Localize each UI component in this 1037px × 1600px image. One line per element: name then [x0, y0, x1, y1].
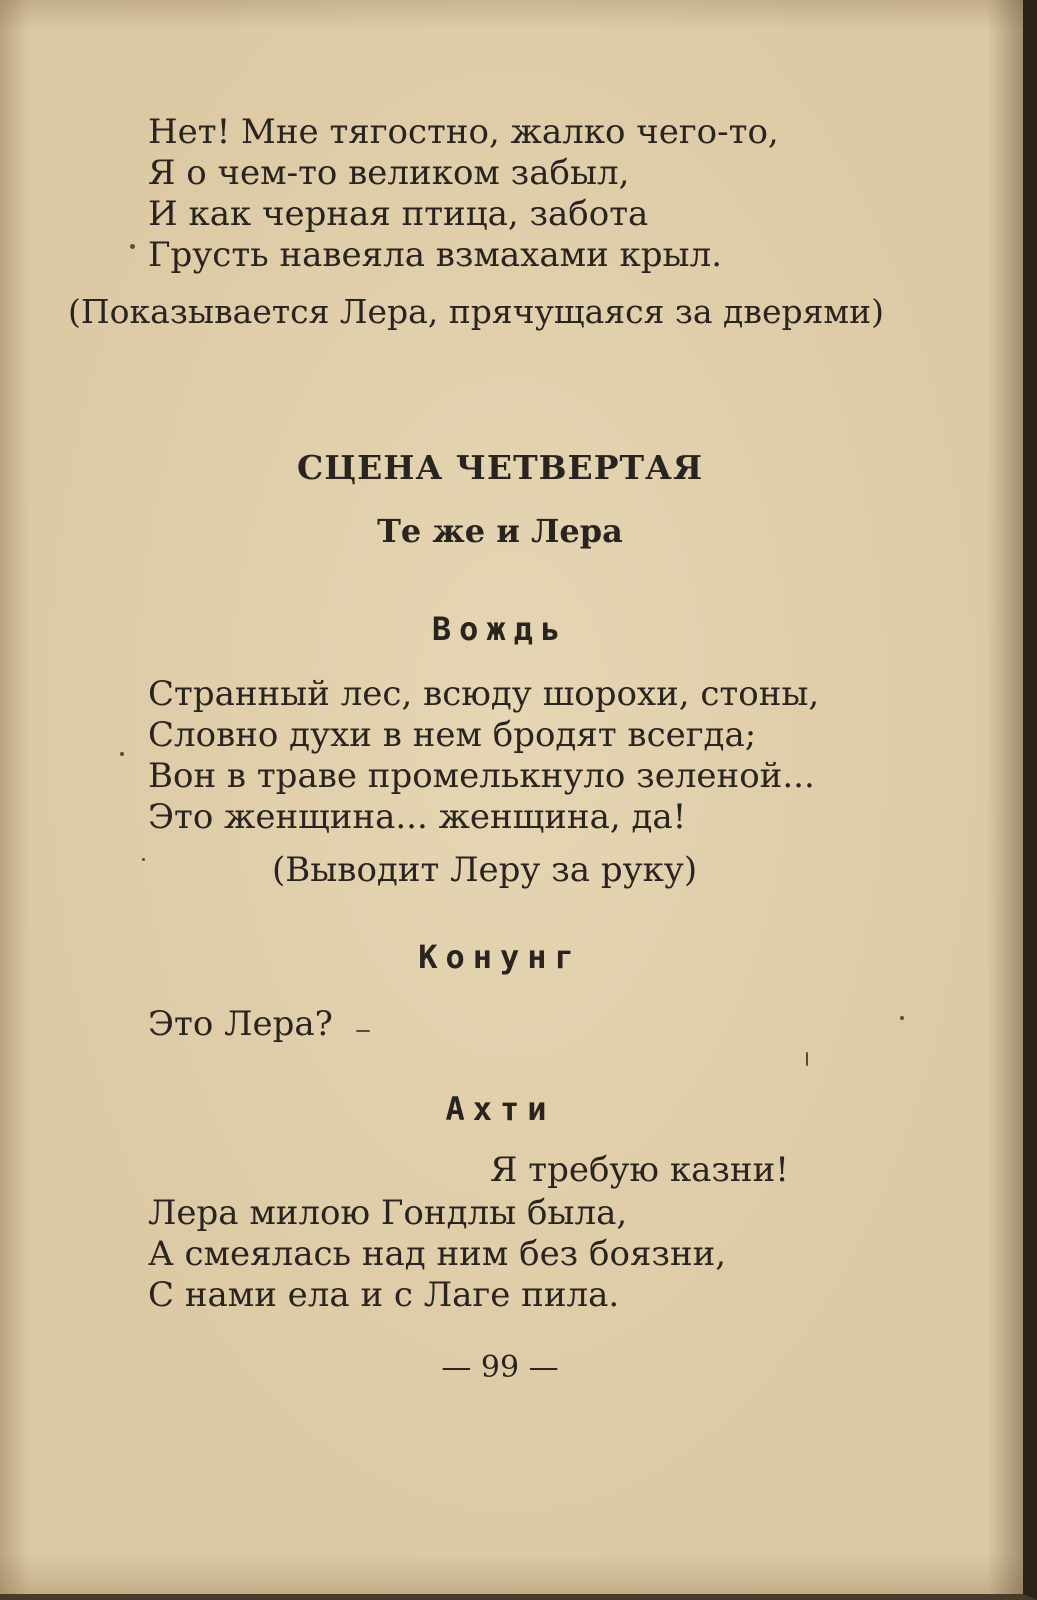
verse-line: Вон в траве промелькнуло зеленой... [148, 756, 815, 796]
verse-line: С нами ела и с Лаге пила. [148, 1275, 620, 1315]
page-number: — 99 — [441, 1350, 559, 1385]
paper-speck [900, 1016, 904, 1020]
paper-speck [142, 858, 145, 861]
verse-line: И как черная птица, забота [148, 194, 649, 234]
verse-line: Это женщина... женщина, да! [148, 797, 687, 837]
scene-cast: Те же и Лера [377, 512, 623, 550]
verse-line: Я требую казни! [490, 1150, 789, 1190]
paper-speck [806, 1052, 808, 1066]
verse-line: Грусть навеяла взмахами крыл. [148, 235, 723, 275]
speaker-name: Конунг [418, 938, 582, 976]
verse-line: Нет! Мне тягостно, жалко чего-то, [148, 112, 779, 152]
verse-line: Лера милою Гондлы была, [148, 1193, 628, 1233]
verse-line: Это Лера? [148, 1004, 333, 1044]
paper-speck [120, 752, 124, 756]
paper-speck [356, 1030, 370, 1032]
verse-line: А смеялась над ним без боязни, [148, 1234, 727, 1274]
paper-speck [130, 244, 135, 249]
scene-title: СЦЕНА ЧЕТВЕРТАЯ [296, 448, 704, 487]
verse-line: Словно духи в нем бродят всегда; [148, 715, 757, 755]
speaker-name: Вождь [431, 610, 569, 648]
speaker-name: Ахти [445, 1090, 555, 1128]
stage-direction: (Выводит Леру за руку) [272, 850, 698, 890]
verse-line: Странный лес, всюду шорохи, стоны, [148, 674, 820, 714]
stage-direction: (Показывается Лера, прячущаяся за дверями) [68, 292, 884, 331]
verse-line: Я о чем-то великом забыл, [148, 153, 630, 193]
